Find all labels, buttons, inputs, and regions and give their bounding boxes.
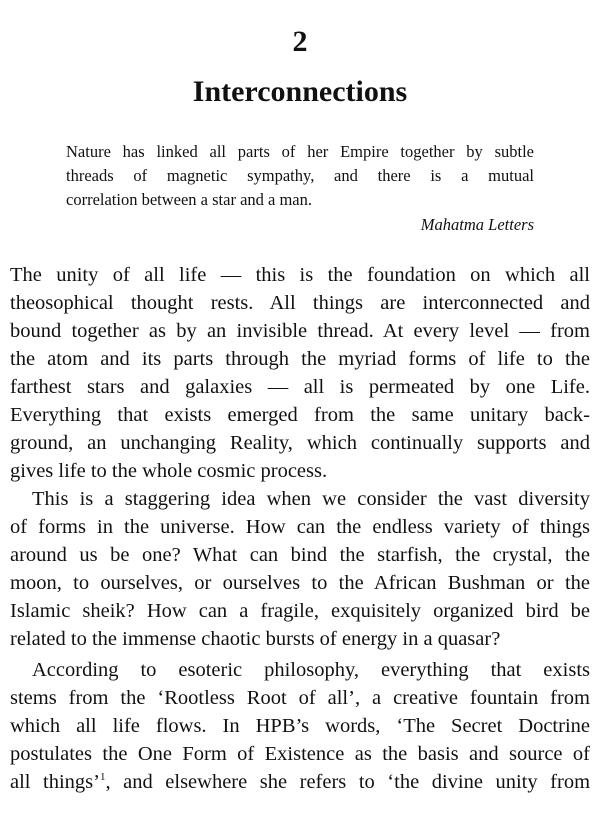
text-line: of forms in the universe. How can the endless variety of things [10, 516, 590, 538]
text-line: According to esoteric philosophy, everything that exists [32, 659, 590, 681]
epigraph-line: threads of magnetic sympathy, and there is a mutual [66, 166, 534, 185]
text-line: bound together as by an invisible thread. At every level — from [10, 320, 590, 342]
text-line: which all life flows. In HPB’s words, ‘The Secret Doctrine [10, 715, 590, 737]
text-line: Everything that exists emerged from the same unitary back- [10, 404, 590, 426]
epigraph-source: Mahatma Letters [420, 215, 534, 234]
text-line: ground, an unchanging Reality, which continually supports and [10, 432, 590, 454]
text-fragment: all things’ [10, 771, 100, 793]
chapter-number: 2 [292, 25, 308, 58]
body-text [10, 261, 590, 796]
text-fragment: , and elsewhere she refers to ‘the divine unity from [105, 771, 591, 793]
epigraph [66, 140, 534, 237]
text-line: The unity of all life — this is the foundation on which all [10, 264, 590, 286]
text-line: around us be one? What can bind the starfish, the crystal, the [10, 544, 590, 566]
text-line: related to the immense chaotic bursts of energy in a quasar? [10, 628, 501, 650]
chapter-title: Interconnections [192, 75, 408, 108]
epigraph-line: Nature has linked all parts of her Empire together by subtle [66, 142, 534, 161]
text-line: This is a staggering idea when we consider the vast diversity [32, 488, 590, 510]
footnote-marker: 1 [99, 771, 106, 784]
text-line: farthest stars and galaxies — all is permeated by one Life. [10, 376, 590, 398]
text-line: stems from the ‘Rootless Root of all’, a creative fountain from [10, 687, 590, 709]
text-line [10, 768, 590, 796]
text-line: postulates the One Form of Existence as the basis and source of [10, 743, 590, 765]
epigraph-line: correlation between a star and a man. [66, 190, 313, 209]
text-line: theosophical thought rests. All things are interconnected and [10, 292, 590, 314]
text-line: moon, to ourselves, or ourselves to the African Bushman or the [10, 572, 590, 594]
text-line: the atom and its parts through the myriad forms of life to the [10, 348, 590, 370]
text-line: Islamic sheik? How can a fragile, exquisitely organized bird be [10, 600, 590, 622]
text-line: gives life to the whole cosmic process. [10, 460, 328, 482]
